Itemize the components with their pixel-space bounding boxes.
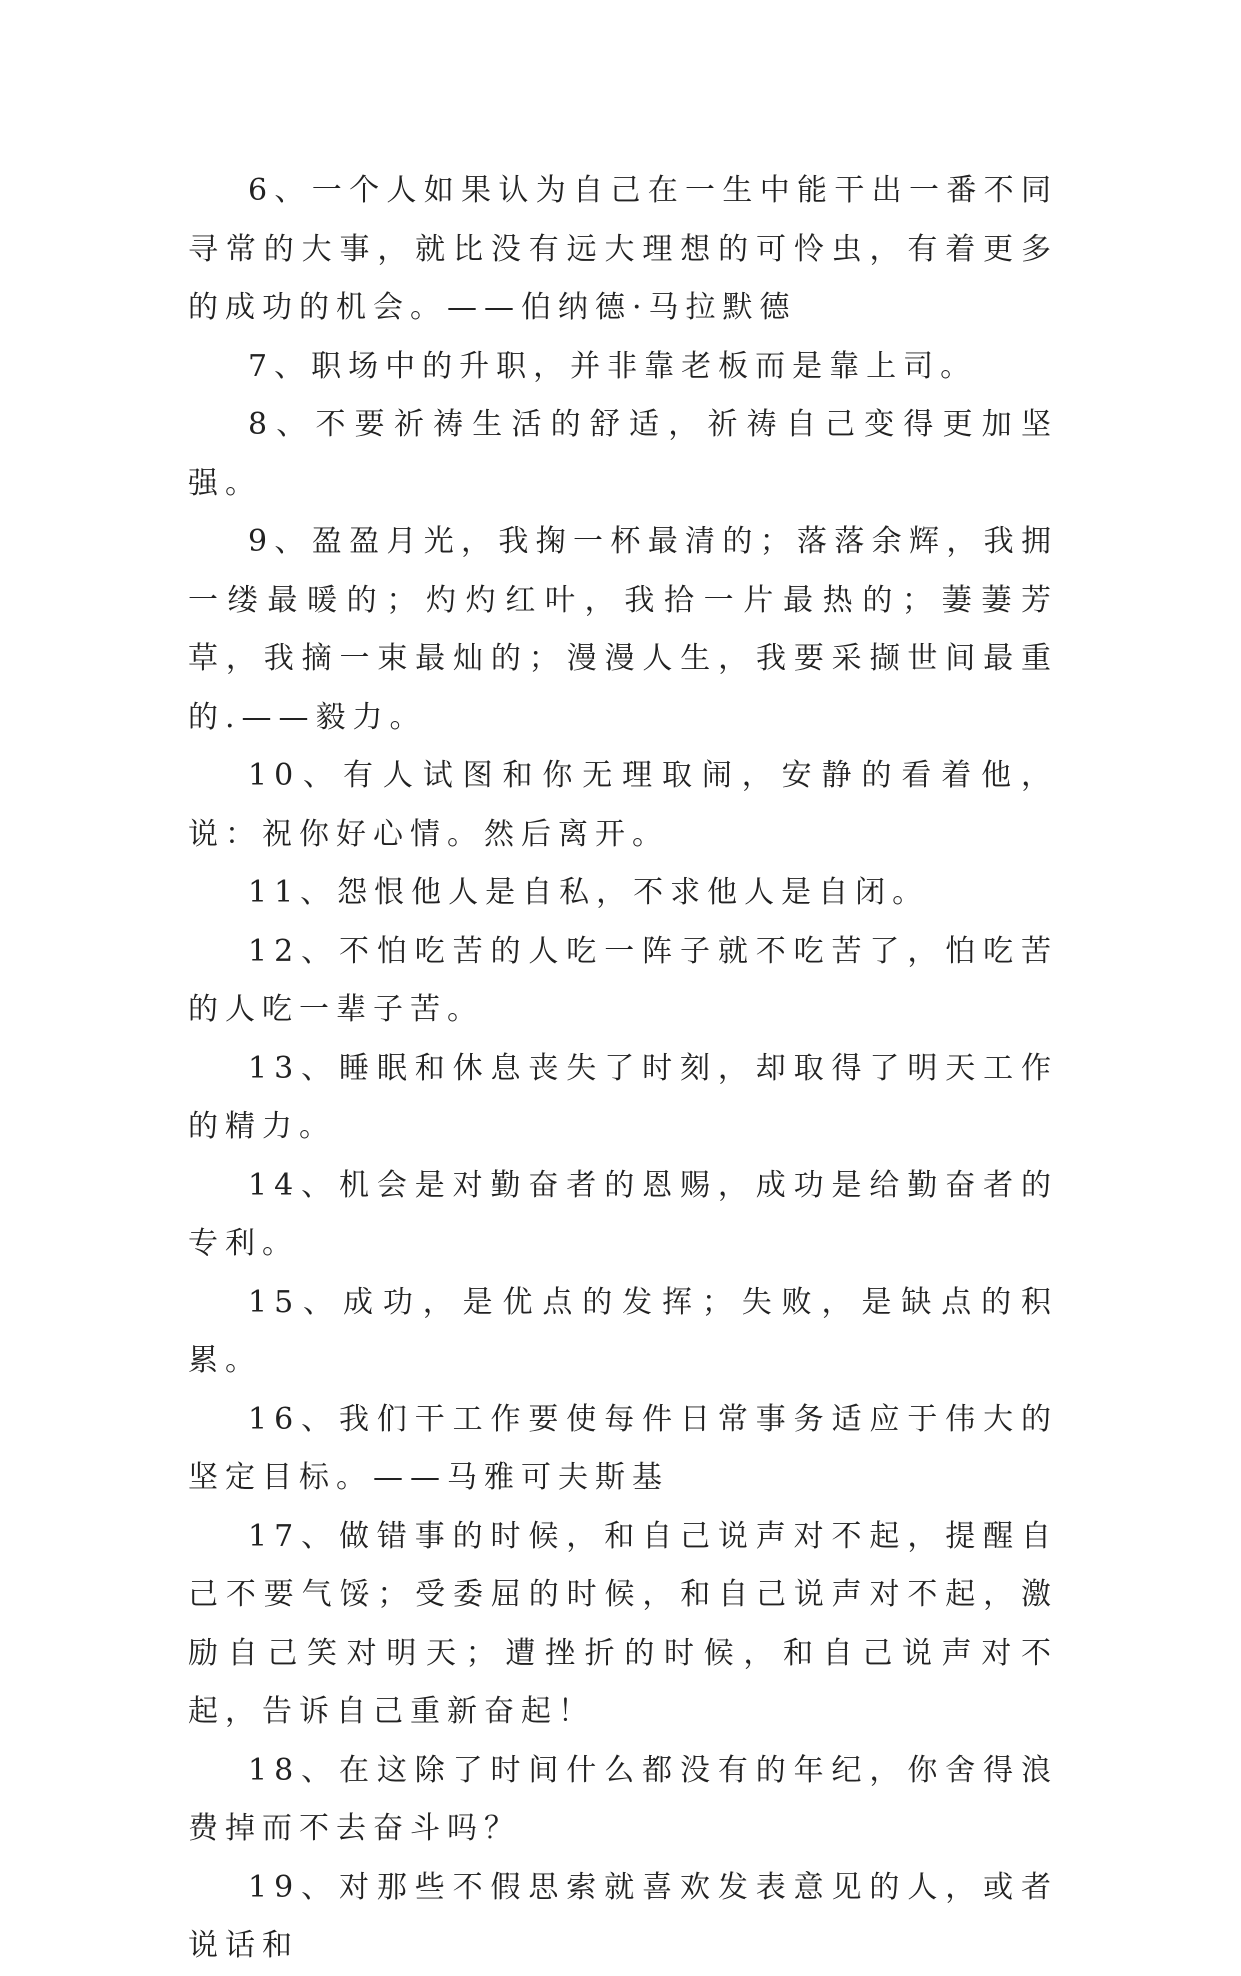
paragraph-quote-7: 7、职场中的升职，并非靠老板而是靠上司。 bbox=[248, 348, 978, 384]
paragraph-quote-12: 12、不怕吃苦的人吃一阵子就不吃苦了，怕吃苦的人吃一辈子苦。 bbox=[188, 933, 1058, 1027]
paragraph-quote-11: 11、怨恨他人是自私，不求他人是自闭。 bbox=[248, 875, 930, 910]
paragraph-quote-19: 19、对那些不假思索就喜欢发表意见的人，或者说话和 bbox=[188, 1869, 1058, 1963]
paragraph-quote-6: 6、一个人如果认为自己在一生中能干出一番不同寻常的大事，就比没有远大理想的可怜虫，有着更多的成功的机会。——伯纳德·马拉默德 bbox=[188, 173, 1058, 325]
paragraph-quote-9: 9、盈盈月光，我掬一杯最清的；落落余辉，我拥一缕最暖的；灼灼红叶，我拾一片最热的；萋萋芳草，我摘一束最灿的；漫漫人生，我要采撷世间最重的.——毅力。 bbox=[188, 524, 1058, 735]
paragraph-quote-16: 16、我们干工作要使每件日常事务适应于伟大的坚定目标。——马雅可夫斯基 bbox=[188, 1401, 1058, 1495]
paragraph-quote-17: 17、做错事的时候，和自己说声对不起，提醒自己不要气馁；受委屈的时候，和自己说声对不起，激励自己笑对明天；遭挫折的时候，和自己说声对不起，告诉自己重新奋起！ bbox=[188, 1518, 1058, 1729]
paragraph-quote-10: 10、有人试图和你无理取闹，安静的看着他，说：祝你好心情。然后离开。 bbox=[188, 758, 1058, 852]
paragraph-quote-8: 8、不要祈祷生活的舒适，祈祷自己变得更加坚强。 bbox=[188, 407, 1058, 501]
document-body bbox=[188, 162, 1058, 1976]
paragraph-quote-18: 18、在这除了时间什么都没有的年纪，你舍得浪费掉而不去奋斗吗？ bbox=[188, 1752, 1058, 1846]
paragraph-quote-14: 14、机会是对勤奋者的恩赐，成功是给勤奋者的专利。 bbox=[188, 1167, 1058, 1261]
paragraph-quote-15: 15、成功，是优点的发挥；失败，是缺点的积累。 bbox=[188, 1284, 1058, 1378]
paragraph-quote-13: 13、睡眠和休息丧失了时刻，却取得了明天工作的精力。 bbox=[188, 1050, 1058, 1144]
